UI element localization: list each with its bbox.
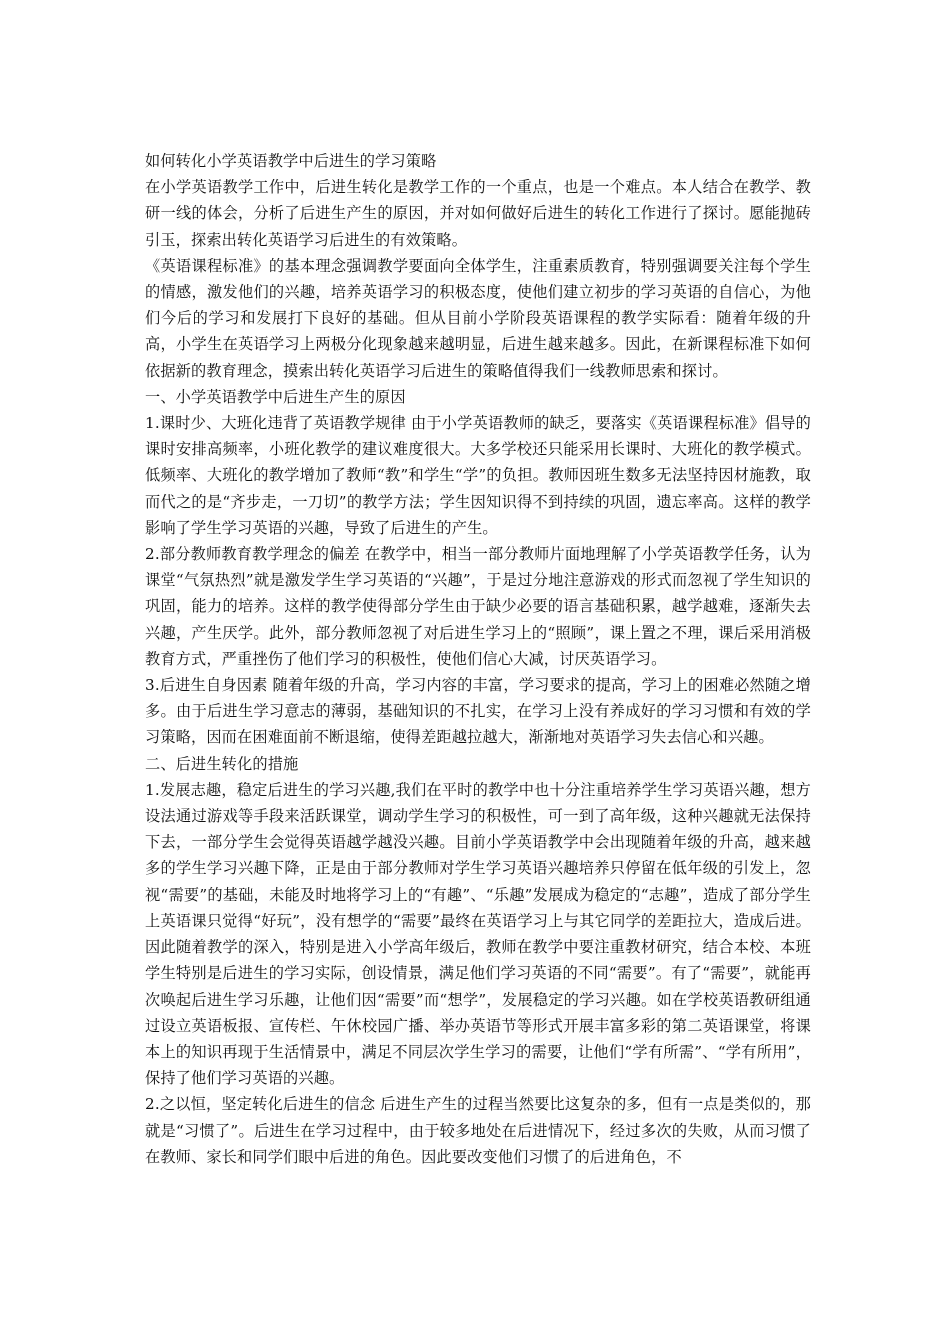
document-body [145,148,811,1170]
intro-paragraph: 在小学英语教学工作中，后进生转化是教学工作的一个重点，也是一个难点。本人结合在教学、教研一线的体会，分析了后进生产生的原因，并对如何做好后进生的转化工作进行了探讨。愿能抛砖引玉，探索出转化英语学习后进生的有效策略。 [145,178,811,249]
measure-paragraph-1: 1.发展志趣，稳定后进生的学习兴趣,我们在平时的教学中也十分注重培养学生学习英语兴趣，想方设法通过游戏等手段来活跃课堂，调动学生学习的积极性，可一到了高年级，这种兴趣就无法保持下去，一部分学生会觉得英语越学越没兴趣。目前小学英语教学中会出现随着年级的升高，越来越多的学生学习兴趣下降，正是由于部分教师对学生学习英语兴趣培养只停留在低年级的引发上，忽视“需要”的基础，未能及时地将学习上的“有趣”、“乐趣”发展成为稳定的“志趣”，造成了部分学生上英语课只觉得“好玩”，没有想学的“需要”最终在英语学习上与其它同学的差距拉大，造成后进。因此随着教学的深入，特别是进入小学高年级后，教师在教学中要注重教材研究，结合本校、本班学生特别是后进生的学习实际，创设情景，满足他们学习英语的不同“需要”。有了“需要”，就能再次唤起后进生学习乐趣，让他们因“需要”而“想学”，发展稳定的学习兴趣。如在学校英语教研组通过设立英语板报、宣传栏、午休校园广播、举办英语节等形式开展丰富多彩的第二英语课堂，将课本上的知识再现于生活情景中，满足不同层次学生学习的需要，让他们“学有所需”、“学有所用”，保持了他们学习英语的兴趣。 [145,780,811,1088]
document-title: 如何转化小学英语教学中后进生的学习策略 [145,152,437,170]
measure-paragraph-2: 2.之以恒，坚定转化后进生的信念 后进生产生的过程当然要比这复杂的多，但有一点是类似的，那就是“习惯了”。后进生在学习过程中，由于较多地处在后进情况下，经过多次的失败，从而习惯了在教师、家长和同学们眼中后进的角色。因此要改变他们习惯了的后进角色，不 [145,1095,811,1166]
cause-paragraph-1: 1.课时少、大班化违背了英语教学规律 由于小学英语教师的缺乏，要落实《英语课程标准》倡导的课时安排高频率，小班化教学的建议难度很大。大多学校还只能采用长课时、大班化的教学模式。低频率、大班化的教学增加了教师“教”和学生“学”的负担。教师因班生数多无法坚持因材施教，取而代之的是“齐步走，一刀切”的教学方法；学生因知识得不到持续的巩固，遗忘率高。这样的教学影响了学生学习英语的兴趣，导致了后进生的产生。 [145,414,811,537]
background-paragraph: 《英语课程标准》的基本理念强调教学要面向全体学生，注重素质教育，特别强调要关注每个学生的情感，激发他们的兴趣，培养英语学习的积极态度，使他们建立初步的学习英语的自信心，为他们今后的学习和发展打下良好的基础。但从目前小学阶段英语课程的教学实际看：随着年级的升高，小学生在英语学习上两极分化现象越来越明显，后进生越来越多。因此，在新课程标准下如何依据新的教育理念，摸索出转化英语学习后进生的策略值得我们一线教师思索和探讨。 [145,256,811,380]
section-heading-causes: 一、小学英语教学中后进生产生的原因 [145,387,406,406]
cause-paragraph-2: 2.部分教师教育教学理念的偏差 在教学中，相当一部分教师片面地理解了小学英语教学任务，认为课堂“气氛热烈”就是激发学生学习英语的“兴趣”，于是过分地注意游戏的形式而忽视了学生知识的巩固，能力的培养。这样的教学使得部分学生由于缺少必要的语言基础积累，越学越难，逐渐失去兴趣，产生厌学。此外，部分教师忽视了对后进生学习上的“照顾”，课上置之不理，课后采用消极教育方式，严重挫伤了他们学习的积极性，使他们信心大减，讨厌英语学习。 [145,545,811,668]
cause-paragraph-3: 3.后进生自身因素 随着年级的升高，学习内容的丰富，学习要求的提高，学习上的困难必然随之增多。由于后进生学习意志的薄弱，基础知识的不扎实，在学习上没有养成好的学习习惯和有效的学习策略，因而在困难面前不断退缩，使得差距越拉越大，渐渐地对英语学习失去信心和兴趣。 [145,676,811,747]
section-heading-measures: 二、后进生转化的措施 [145,754,299,773]
